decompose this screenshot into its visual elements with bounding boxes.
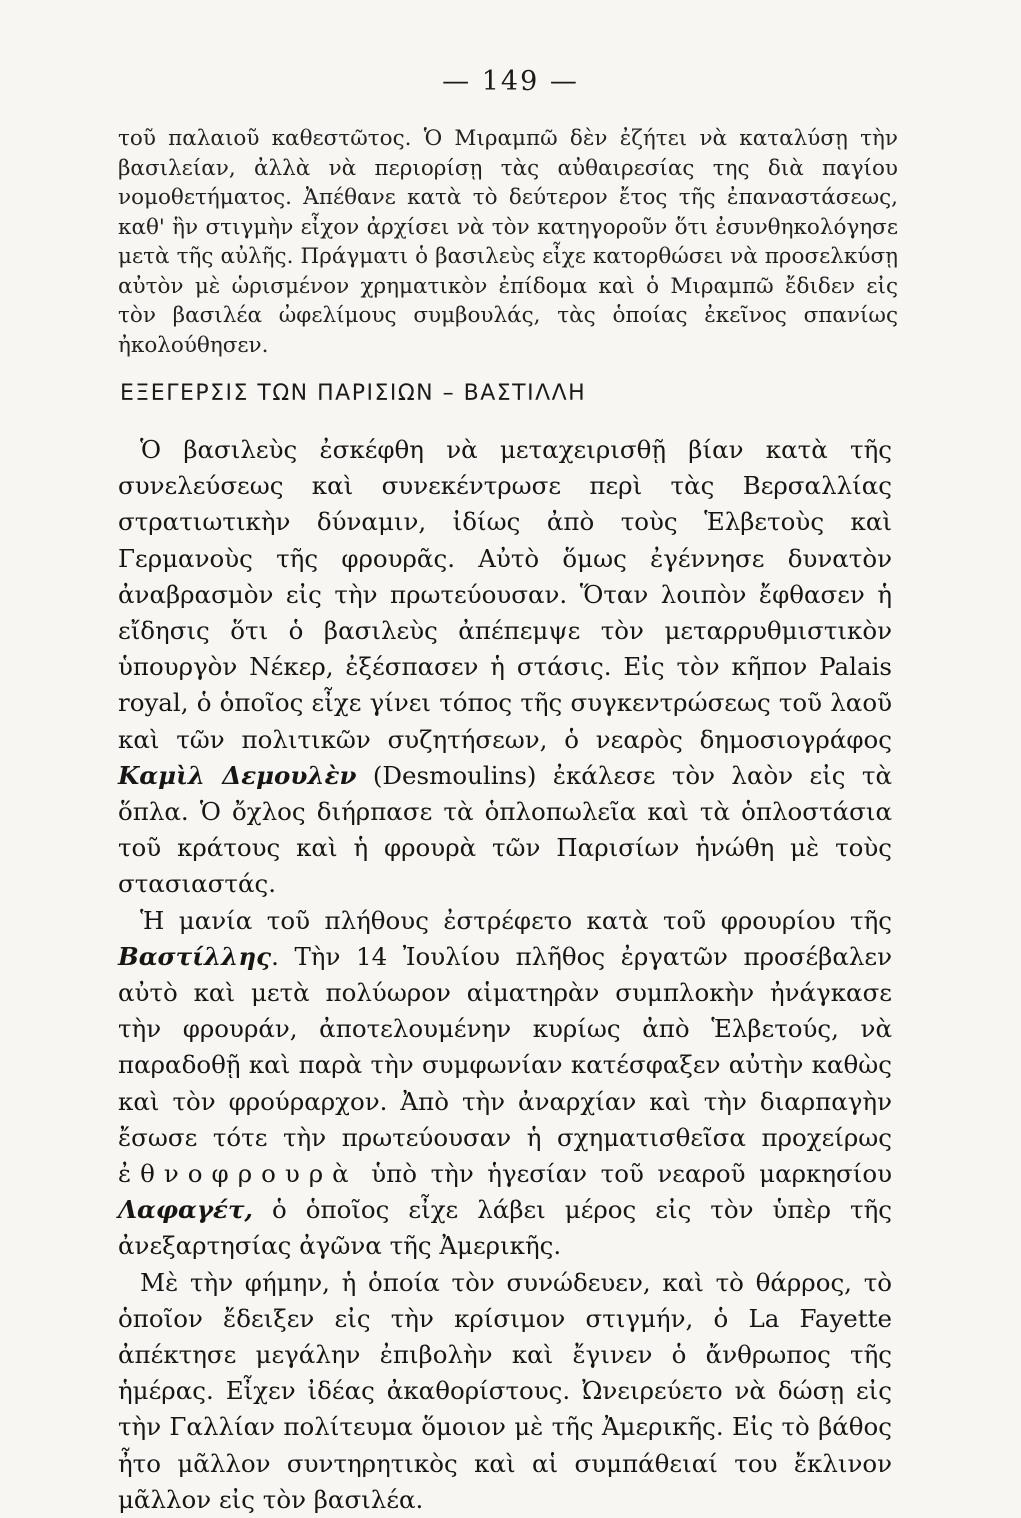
paragraph-2: [118, 903, 892, 1265]
p2-text-b: . Τὴν 14 Ἰουλίου πλῆθος ἐργατῶν προσέβαλεν αὐτὸ καὶ μετὰ πολύωρον αἱματηρὰν συμπλοκὴν ἠνάγκασε τὴν φρουράν, ἀποτελουμένην κυρίως ἀπὸ Ἑλβετούς, νὰ παραδοθῇ καὶ παρὰ τὴν συμφωνίαν κατέσφαξεν αὐτὴν καθὼς καὶ τὸν φρούραρχον. Ἀπὸ τὴν ἀναρχίαν καὶ τὴν διαρπαγὴν ἔσωσε τότε τὴν πρωτεύουσαν ἡ σχηματισθεῖσα προχείρως: [118, 941, 892, 1152]
spaced-word-ethnofroura: ἐθνοφρουρὰ: [118, 1159, 358, 1189]
p2-text-c: ὑπὸ τὴν ἡγεσίαν τοῦ νεαροῦ μαρκησίου: [357, 1159, 892, 1189]
name-bastille: Βαστίλλης: [118, 941, 272, 971]
name-desmoulins: Καμὶλ Δεμουλὲν: [118, 760, 357, 790]
section-body: [118, 432, 892, 1518]
page-number: — 149 —: [442, 66, 579, 97]
intro-paragraph: τοῦ παλαιοῦ καθεστῶτος. Ὁ Μιραμπῶ δὲν ἐζήτει νὰ καταλύσῃ τὴν βασιλείαν, ἀλλὰ νὰ περιορίσῃ τὰς αὐθαιρεσίας της διὰ παγίου νομοθετήματος. Ἀπέθανε κατὰ τὸ δεύτερον ἔτος τῆς ἐπαναστάσεως, καθ' ἣν στιγμὴν εἶχον ἀρχίσει νὰ τὸν κατηγοροῦν ὅτι ἐσυνθηκολόγησε μετὰ τῆς αὐλῆς. Πράγματι ὁ βασιλεὺς εἶχε κατορθώσει νὰ προσελκύσῃ αὐτὸν μὲ ὡρισμένον χρηματικὸν ἐπίδομα καὶ ὁ Μιραμπῶ ἔδιδεν εἰς τὸν βασιλέα ὠφελίμους συμβουλάς, τὰς ὁποίας ἐκεῖνος σπανίως ἠκολούθησεν.: [118, 126, 898, 358]
p2-text-d: ὁ ὁποῖος εἶχε λάβει μέρος εἰς τὸν ὑπὲρ τῆς ἀνεξαρτησίας ἀγῶνα τῆς Ἀμερικῆς.: [118, 1195, 892, 1261]
paragraph-1: [118, 432, 892, 903]
p1-text-b: (Desmoulins) ἐκάλεσε τὸν λαὸν εἰς τὰ ὅπλα. Ὁ ὄχλος διήρπασε τὰ ὁπλοπωλεῖα καὶ τὰ ὁπλοστάσια τοῦ κράτους καὶ ἡ φρουρὰ τῶν Παρισίων ἡνώθη μὲ τοὺς στασιαστάς.: [118, 760, 892, 899]
name-lafayette: Λαφαγέτ,: [118, 1195, 253, 1225]
section-heading: ΕΞΕΓΕΡΣΙΣ ΤΩΝ ΠΑΡΙΣΙΩΝ – ΒΑΣΤΙΛΛΗ: [120, 381, 587, 406]
p1-text-a: Ὁ βασιλεὺς ἐσκέφθη νὰ μεταχειρισθῇ βίαν κατὰ τῆς συνελεύσεως καὶ συνεκέντρωσε περὶ τὰς Βερσαλλίας στρατιωτικὴν δύναμιν, ἰδίως ἀπὸ τοὺς Ἑλβετοὺς καὶ Γερμανοὺς τῆς φρουρᾶς. Αὐτὸ ὅμως ἐγέννησε δυνατὸν ἀναβρασμὸν εἰς τὴν πρωτεύουσαν. Ὅταν λοιπὸν ἔφθασεν ἡ εἴδησις ὅτι ὁ βασιλεὺς ἀπέπεμψε τὸν μεταρρυθμιστικὸν ὑπουργὸν Νέκερ, ἐξέσπασεν ἡ στάσις. Εἰς τὸν κῆπον Palais royal, ὁ ὁποῖος εἶχε γίνει τόπος τῆς συγκεντρώσεως τοῦ λαοῦ καὶ τῶν πολιτικῶν συζητήσεων, ὁ νεαρὸς δημοσιογράφος: [118, 435, 892, 754]
p2-text-a: Ἡ μανία τοῦ πλήθους ἐστρέφετο κατὰ τοῦ φρουρίου τῆς: [140, 905, 892, 935]
paragraph-3: Μὲ τὴν φήμην, ἡ ὁποία τὸν συνώδευεν, καὶ τὸ θάρρος, τὸ ὁποῖον ἔδειξεν εἰς τὴν κρίσιμον στιγμήν, ὁ La Fayette ἀπέκτησε μεγάλην ἐπιβολὴν καὶ ἔγινεν ὁ ἄνθρωπος τῆς ἡμέρας. Εἶχεν ἰδέας ἀκαθορίστους. Ὠνειρεύετο νὰ δώσῃ εἰς τὴν Γαλλίαν πολίτευμα ὅμοιον μὲ τῆς Ἀμερικῆς. Εἰς τὸ βάθος ἦτο μᾶλλον συντηρητικὸς καὶ αἱ συμπάθειαί του ἔκλινον μᾶλλον εἰς τὸν βασιλέα.: [118, 1267, 892, 1514]
